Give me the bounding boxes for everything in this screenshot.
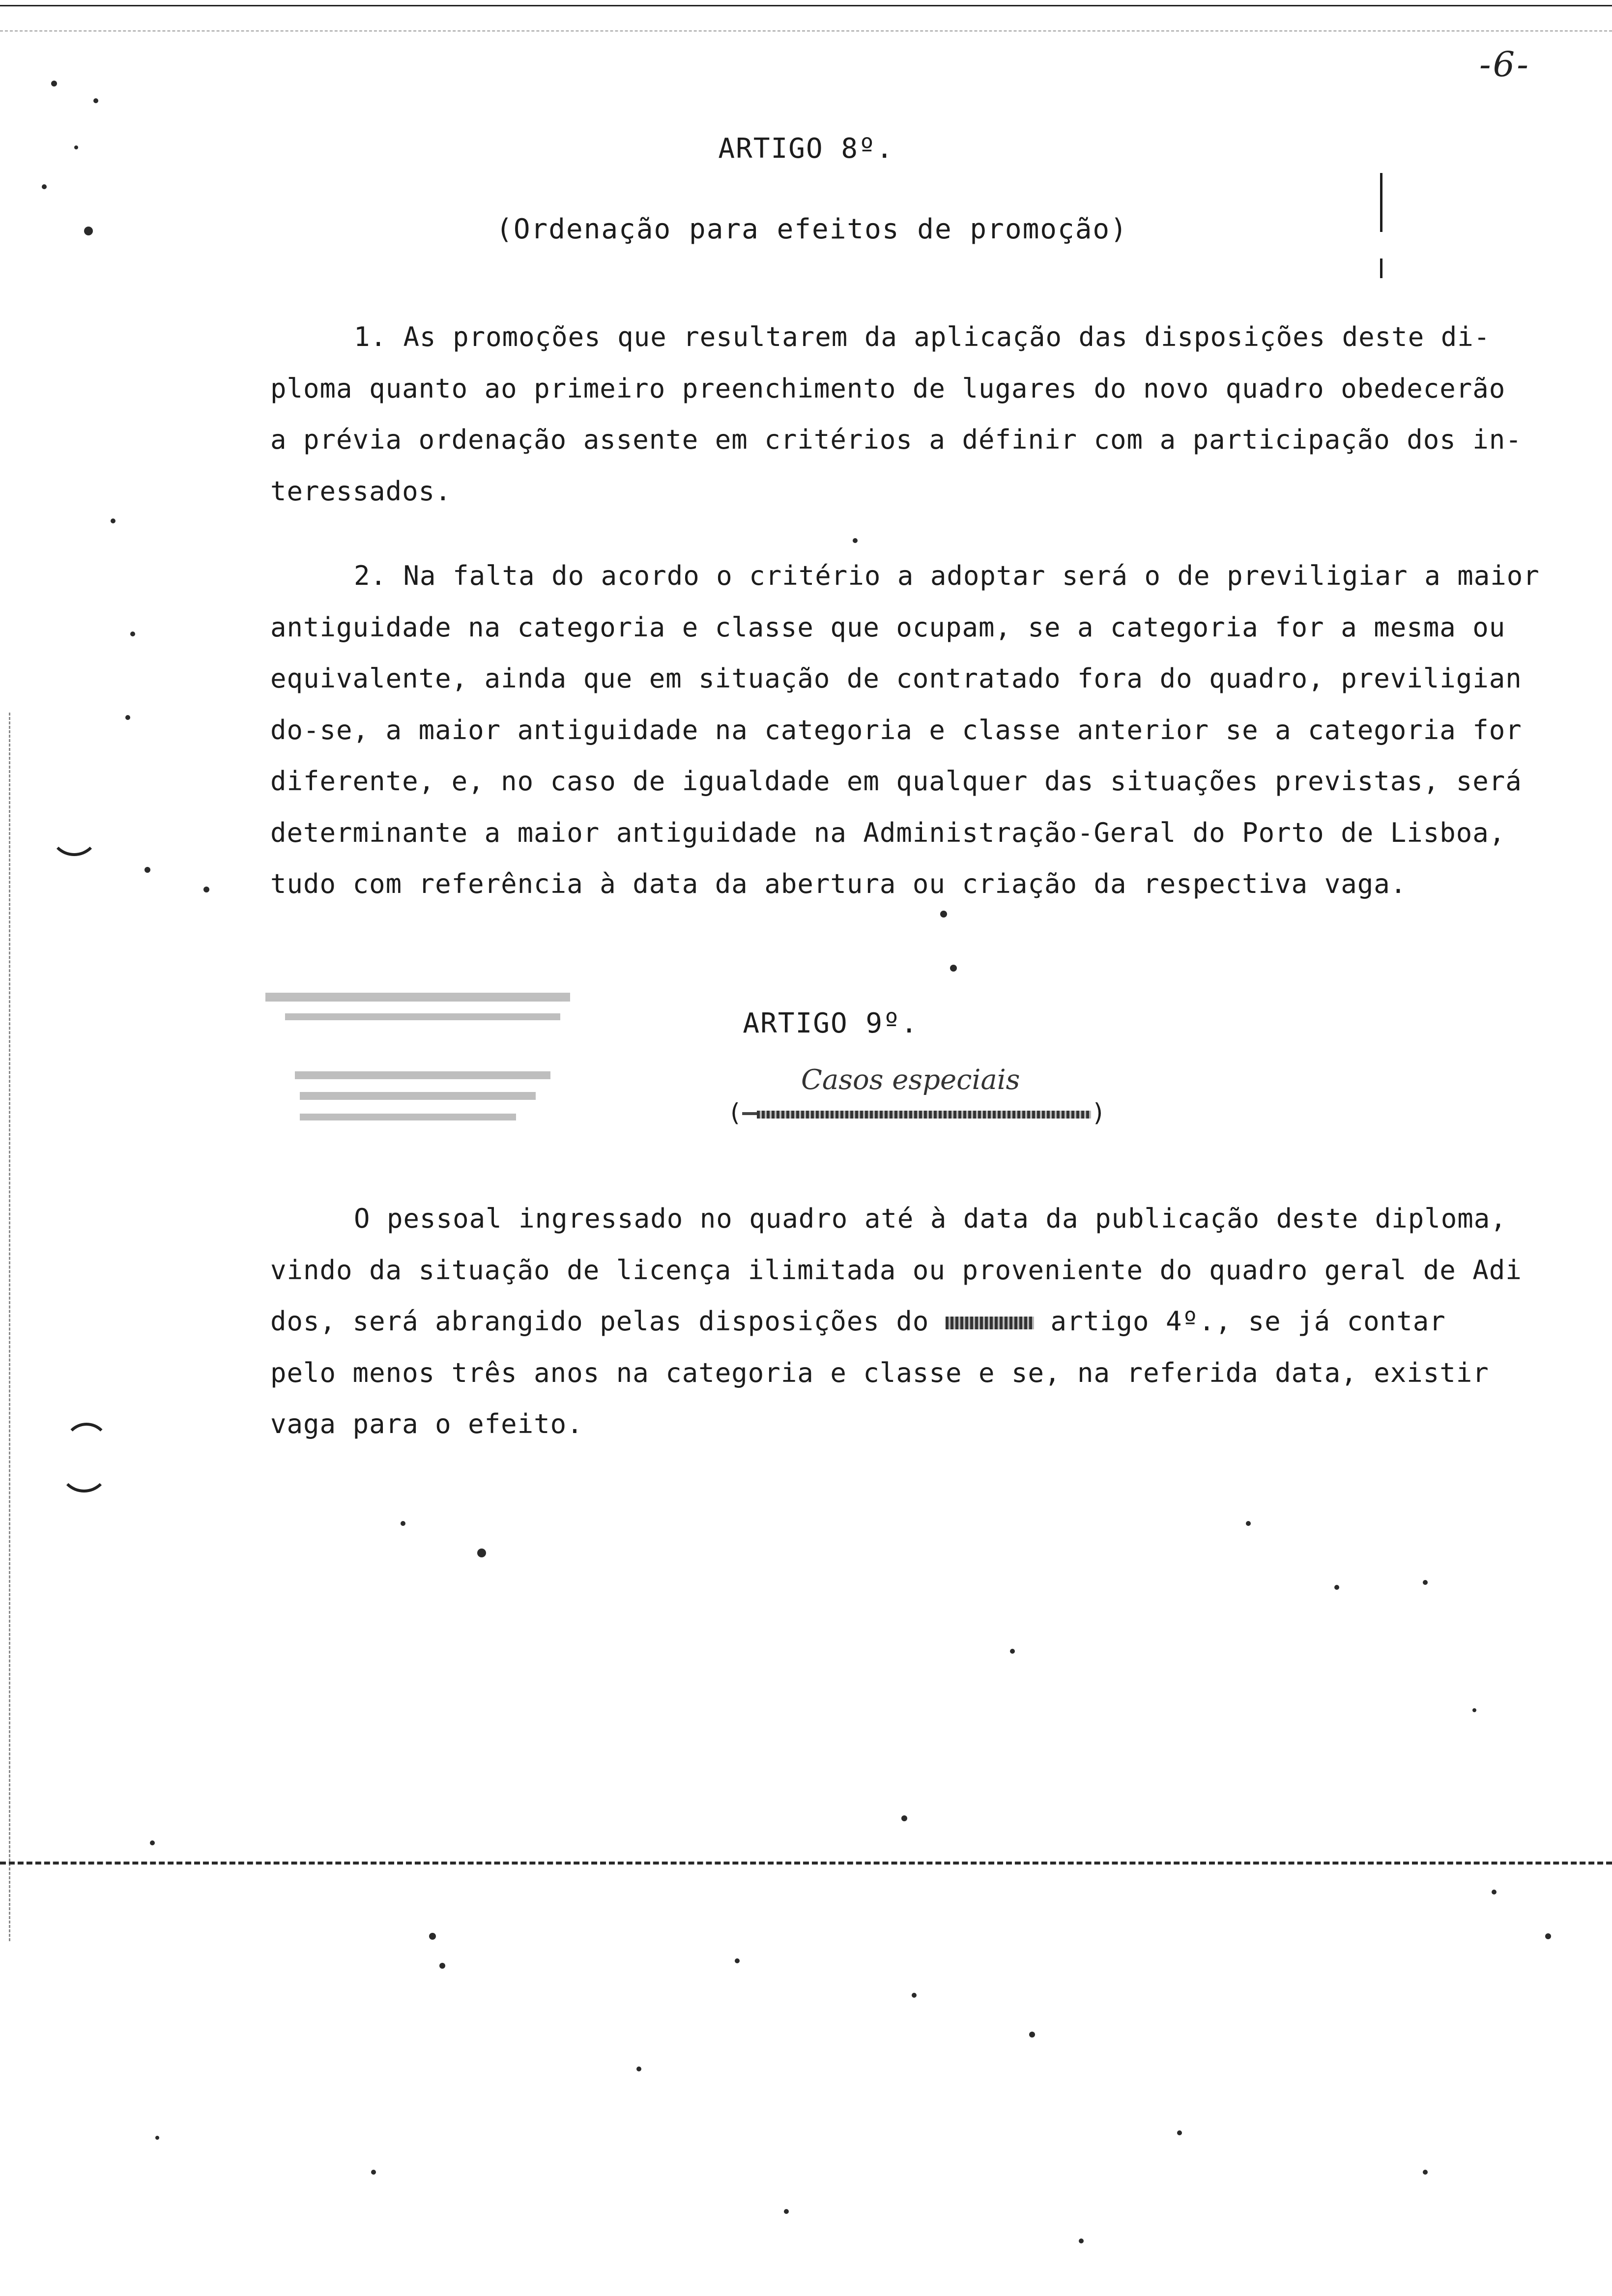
article-8-subtitle: (Ordenação para efeitos de promoção) xyxy=(496,213,1128,245)
article-9-heading: ARTIGO 9º. xyxy=(743,1007,919,1039)
text-line: 2. Na falta do acordo o critério a adoptar será o de previligiar a maior xyxy=(354,560,1540,591)
text-line: antiguidade na categoria e classe que ocupam, se a categoria for a mesma ou xyxy=(270,611,1506,643)
article-8-heading: ARTIGO 8º. xyxy=(718,133,894,165)
text-line: ploma quanto ao primeiro preenchimento de lugares do novo quadro obedecerão xyxy=(270,373,1506,404)
text-line: O pessoal ingressado no quadro até à data da publicação deste diploma, xyxy=(354,1203,1507,1234)
text-line: tudo com referência à data da abertura ou criação da respectiva vaga. xyxy=(270,868,1407,899)
close-paren: ) xyxy=(1091,1098,1106,1127)
text-line: do-se, a maior antiguidade na categoria e classe anterior se a categoria for xyxy=(270,714,1522,746)
text-line: vaga para o efeito. xyxy=(270,1408,583,1439)
text-fragment: dos, será abrangido pelas disposições do xyxy=(270,1306,929,1337)
text-line: diferente, e, no caso de igualdade em qualquer das situações previstas, será xyxy=(270,766,1522,797)
text-line: determinante a maior antiguidade na Administração-Geral do Porto de Lisboa, xyxy=(270,817,1506,848)
text-line: 1. As promoções que resultarem da aplicação das disposições deste di- xyxy=(354,321,1491,352)
text-line: pelo menos três anos na categoria e classe e se, na referida data, existir xyxy=(270,1357,1489,1388)
text-line: a prévia ordenação assente em critérios a définir com a participação dos in- xyxy=(270,424,1522,455)
text-line: vindo da situação de licença ilimitada ou proveniente do quadro geral de Adi xyxy=(270,1254,1522,1286)
open-paren: ( xyxy=(727,1098,743,1127)
text-line: teressados. xyxy=(270,475,452,507)
handwritten-subtitle: Casos especiais xyxy=(801,1064,1020,1096)
page-number: -6- xyxy=(1479,44,1530,85)
text-line: equivalente, ainda que em situação de contratado fora do quadro, previligian xyxy=(270,663,1522,694)
text-fragment: artigo 4º., se já contar xyxy=(1050,1306,1446,1337)
